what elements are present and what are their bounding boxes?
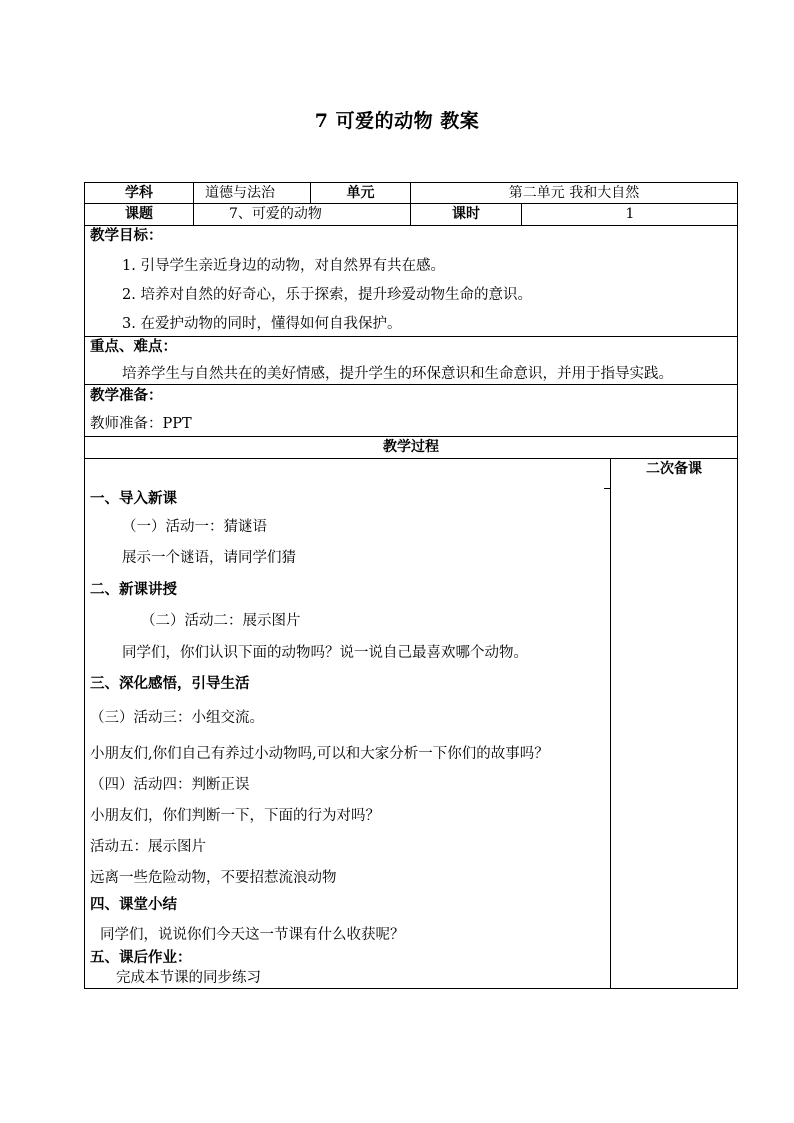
objective-item: 2. 培养对自然的好奇心，乐于探索，提升珍爱动物生命的意识。 (122, 287, 532, 303)
activity-line: 活动五：展示图片 (90, 839, 206, 855)
section-heading: 五、课后作业： (90, 949, 192, 966)
unit-label: 单元 (346, 185, 375, 201)
period-value: 1 (625, 206, 635, 222)
content-line: 同学们，说说你们今天这一节课有什么收获呢？ (100, 927, 405, 943)
row-divider (84, 225, 738, 226)
activity-line: （三）活动三：小组交流。 (90, 710, 264, 726)
preparation-heading: 教学准备： (90, 387, 163, 404)
unit-value: 第二单元 我和大自然 (508, 185, 640, 201)
objective-item: 1. 引导学生亲近身边的动物，对自然界有共在感。 (122, 258, 445, 274)
objective-item: 3. 在爱护动物的同时，懂得如何自我保护。 (122, 316, 402, 332)
row-divider (84, 336, 738, 337)
column-divider (610, 458, 611, 989)
row-divider (84, 458, 738, 459)
content-line: 小朋友们，你们判断一下，下面的行为对吗？ (90, 808, 380, 824)
topic-label: 课题 (125, 206, 153, 222)
content-line: 完成本节课的同步练习 (116, 970, 261, 986)
column-divider (193, 182, 194, 225)
row-divider (84, 203, 738, 204)
key-points-heading: 重点、难点： (90, 338, 177, 355)
side-column-mark (604, 488, 610, 489)
row-divider (84, 436, 738, 437)
content-line: 小朋友们,你们自己有养过小动物吗,可以和大家分析一下你们的故事吗？ (90, 746, 549, 762)
objectives-heading: 教学目标： (90, 227, 163, 244)
section-heading: 二、新课讲授 (90, 581, 177, 598)
key-points-text: 培养学生与自然共在的美好情感，提升学生的环保意识和生命意识，并用于指导实践。 (122, 366, 673, 382)
section-heading: 三、深化感悟，引导生活 (90, 675, 250, 692)
content-line: 同学们，你们认识下面的动物吗？说一说自己最喜欢哪个动物。 (122, 645, 528, 661)
activity-line: （四）活动四：判断正误 (90, 777, 250, 793)
section-heading: 一、导入新课 (90, 490, 177, 507)
period-label: 课时 (452, 206, 480, 222)
subject-value: 道德与法治 (205, 185, 275, 201)
process-heading: 教学过程 (383, 439, 439, 455)
content-line: 远离一些危险动物，不要招惹流浪动物 (90, 870, 337, 886)
content-line: 展示一个谜语，请同学们猜 (122, 550, 296, 566)
row-divider (84, 384, 738, 385)
section-heading: 四、课堂小结 (90, 896, 177, 913)
preparation-text: 教师准备：PPT (90, 416, 192, 432)
document-title: 7 可爱的动物 教案 (314, 110, 480, 132)
revision-heading: 二次备课 (646, 461, 702, 477)
activity-line: （一）活动一：猜谜语 (122, 519, 267, 535)
activity-line: （二）活动二：展示图片 (141, 613, 301, 629)
topic-value: 7、可爱的动物 (229, 206, 322, 222)
subject-label: 学科 (125, 185, 153, 201)
